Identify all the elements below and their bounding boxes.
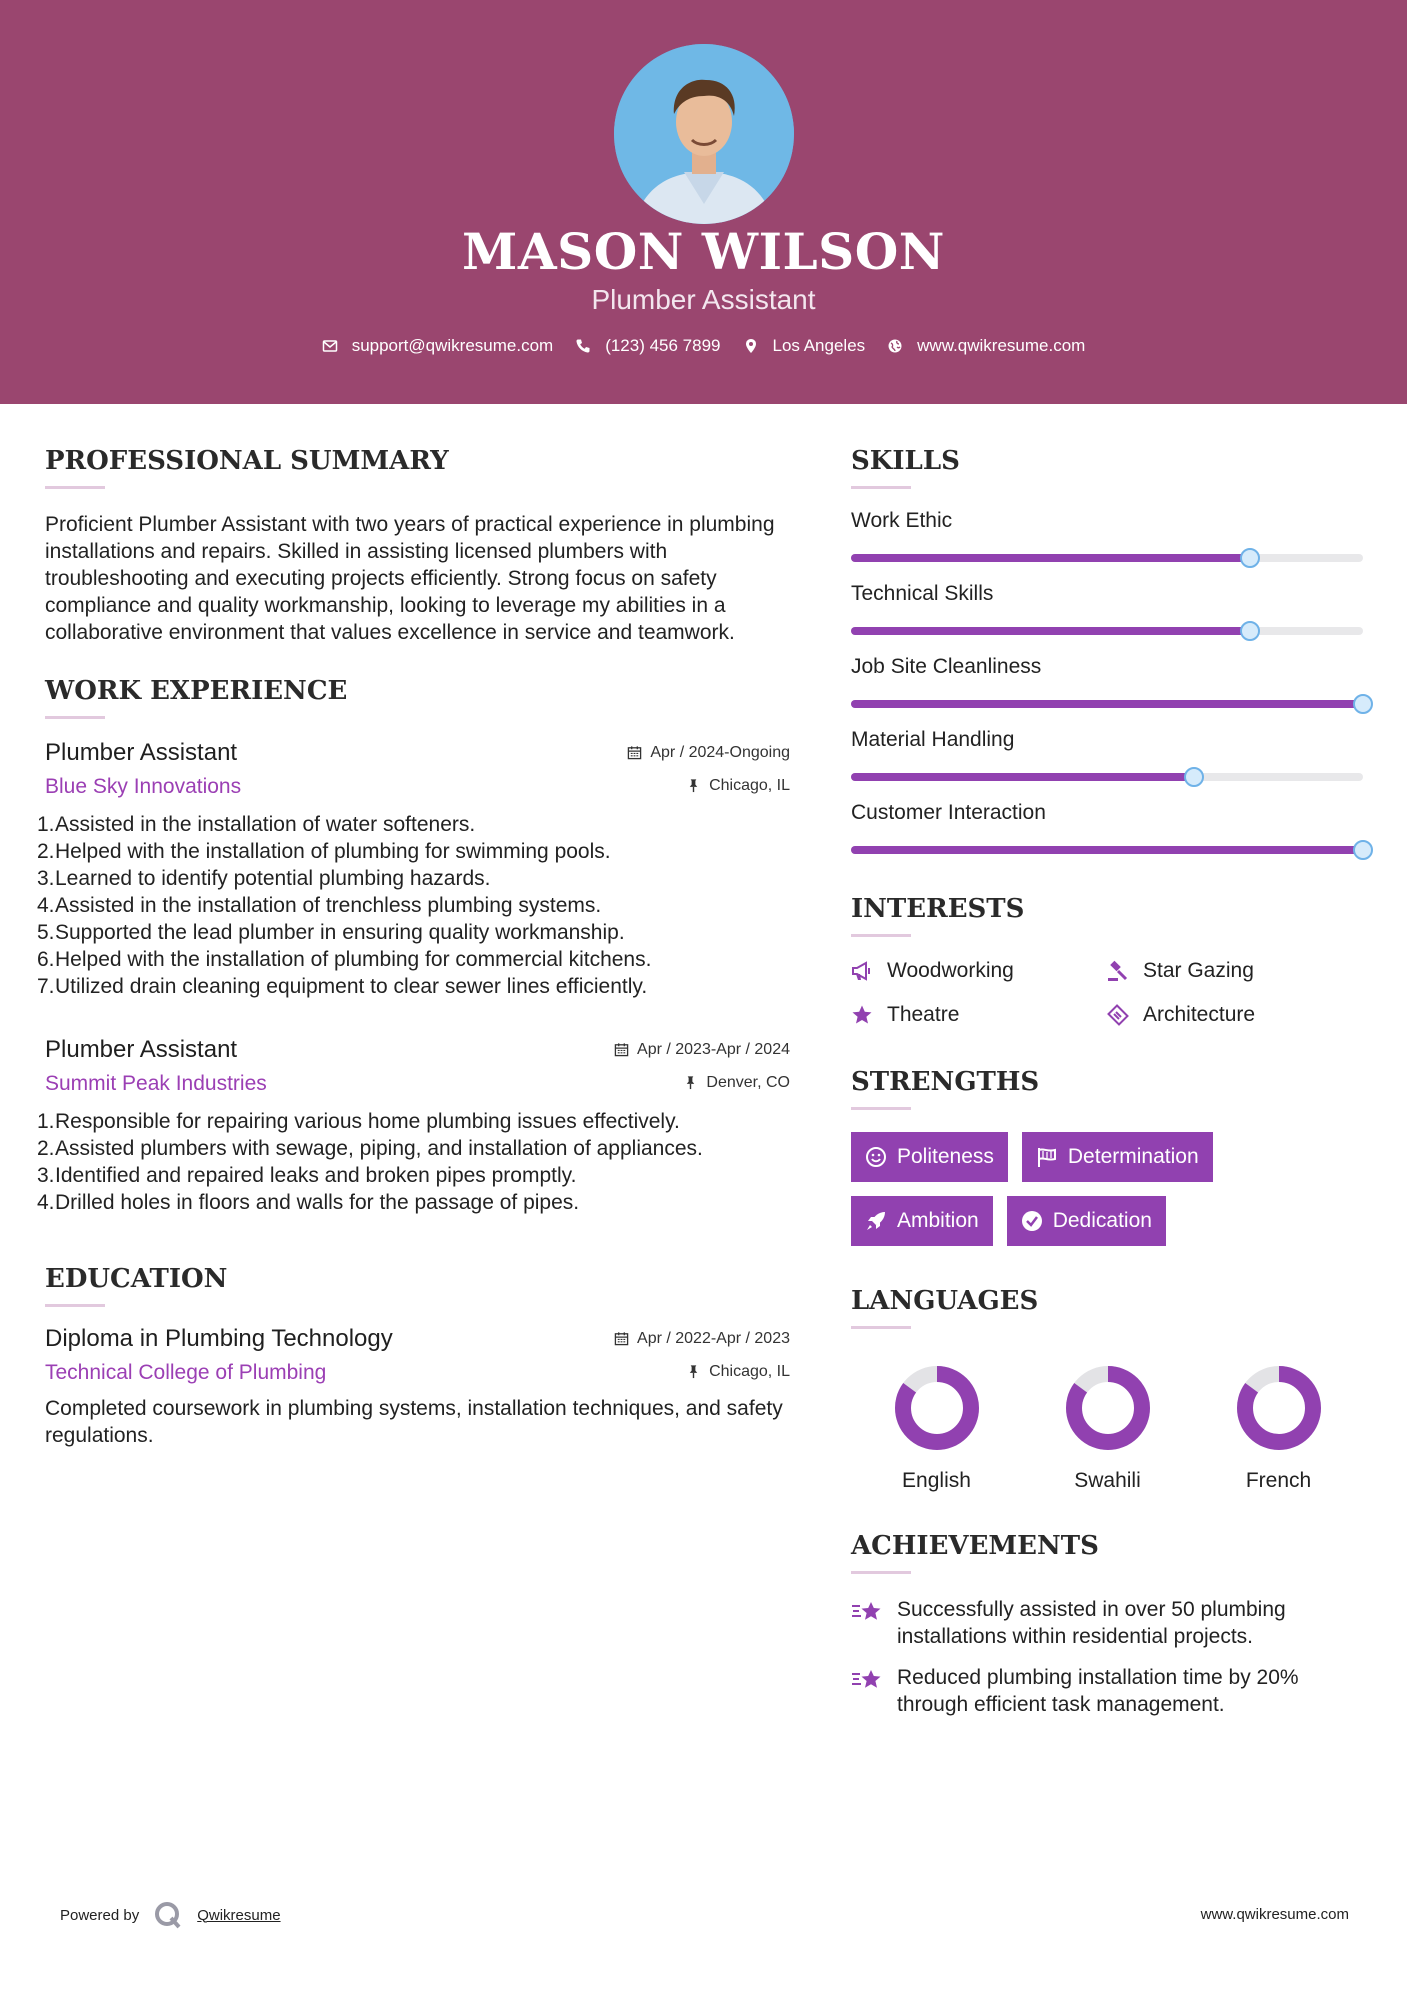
skill-bar: [851, 773, 1363, 781]
qwikresume-logo-icon: [153, 1900, 183, 1930]
strengths-list: [851, 1132, 1366, 1246]
skill-bar: [851, 846, 1363, 854]
contact-phone[interactable]: [575, 336, 720, 356]
skill-bar: [851, 700, 1363, 708]
strength-label: Politeness: [897, 1145, 994, 1168]
job-dates-text: Apr / 2023-Apr / 2024: [637, 1040, 790, 1058]
education-dates-text: Apr / 2022-Apr / 2023: [637, 1329, 790, 1347]
strength-badge: [851, 1196, 993, 1246]
candidate-name: MASON WILSON: [462, 222, 945, 281]
envelope-icon: [322, 338, 338, 354]
summary-heading: PROFESSIONAL SUMMARY: [45, 446, 449, 476]
job-dates: [627, 744, 790, 762]
language-label: Swahili: [1074, 1469, 1141, 1492]
skill-item: [851, 728, 1366, 781]
interests-list: [851, 959, 1366, 1027]
education-location-text: Chicago, IL: [709, 1362, 790, 1380]
contact-email[interactable]: [322, 336, 554, 356]
list-item: 1. Assisted in the installation of water softeners.: [37, 813, 476, 836]
interest-label: Star Gazing: [1143, 959, 1254, 982]
calendar-icon: [627, 745, 642, 760]
languages-section: [851, 1286, 1366, 1493]
skill-level-handle: [1353, 694, 1373, 714]
shooting-star-icon: [851, 1598, 885, 1626]
calendar-icon: [614, 1042, 629, 1057]
experience-section: [37, 676, 790, 1216]
languages-list: [851, 1365, 1366, 1493]
job-title: Plumber Assistant: [45, 1036, 238, 1063]
job-dates-text: Apr / 2024-Ongoing: [650, 743, 790, 761]
skills-list: [851, 509, 1366, 854]
achievement-text: Successfully assisted in over 50 plumbing installations within residential projects.: [897, 1598, 1286, 1648]
education-heading: EDUCATION: [45, 1264, 228, 1294]
job-duties: [37, 1108, 790, 1216]
language-donut: [1236, 1365, 1322, 1451]
job-location-text: Denver, CO: [706, 1073, 790, 1091]
language-label: English: [902, 1469, 971, 1492]
contact-location: [743, 336, 866, 356]
job-entry: [37, 1036, 790, 1216]
achievements-section: [851, 1531, 1366, 1718]
job-location: [683, 1074, 790, 1092]
skill-level-handle: [1240, 621, 1260, 641]
list-item: 6. Helped with the installation of plumbing for commercial kitchens.: [37, 948, 652, 971]
smile-icon: [865, 1146, 887, 1168]
skill-label: Work Ethic: [851, 509, 953, 532]
skill-label: Customer Interaction: [851, 801, 1046, 824]
education-section: [45, 1264, 790, 1449]
skill-level-handle: [1240, 548, 1260, 568]
ticket-icon: [1107, 1004, 1129, 1026]
list-item: 5. Supported the lead plumber in ensuring quality workmanship.: [37, 921, 625, 944]
skill-bar-fill: [851, 846, 1363, 854]
achievement-item: [851, 1664, 1366, 1718]
strengths-section: [851, 1067, 1366, 1246]
strength-badge: [1007, 1196, 1166, 1246]
flag-icon: [1036, 1146, 1058, 1168]
interest-label: Woodworking: [887, 959, 1014, 982]
education-location: [686, 1363, 790, 1381]
pushpin-icon: [683, 1075, 698, 1090]
job-dates: [614, 1041, 790, 1059]
summary-section: [45, 446, 790, 646]
resume-header: [0, 0, 1407, 404]
section-divider: [851, 1571, 911, 1574]
phone-text: (123) 456 7899: [605, 336, 721, 355]
achievements-heading: ACHIEVEMENTS: [851, 1531, 1099, 1561]
section-divider: [851, 1107, 911, 1110]
phone-icon: [575, 338, 591, 354]
interests-heading: INTERESTS: [851, 894, 1025, 924]
megaphone-icon: [851, 960, 873, 982]
languages-heading: LANGUAGES: [851, 1286, 1039, 1316]
avatar: [614, 44, 794, 224]
skill-item: [851, 582, 1366, 635]
contact-website[interactable]: [887, 336, 1085, 356]
powered-by-label: Powered by: [60, 1906, 140, 1924]
job-location-text: Chicago, IL: [709, 776, 790, 794]
interest-item: [851, 1003, 1107, 1027]
check-circle-icon: [1021, 1210, 1043, 1232]
qwikresume-link[interactable]: Qwikresume: [197, 1906, 281, 1924]
interest-label: Architecture: [1143, 1003, 1256, 1026]
globe-icon: [887, 338, 903, 354]
interest-label: Theatre: [887, 1003, 960, 1026]
strength-label: Ambition: [897, 1209, 979, 1232]
skill-level-handle: [1353, 840, 1373, 860]
skill-bar: [851, 627, 1363, 635]
calendar-icon: [614, 1331, 629, 1346]
school-name: Technical College of Plumbing: [45, 1361, 327, 1384]
rocket-icon: [865, 1210, 887, 1232]
job-duties: [37, 811, 790, 1000]
section-divider: [45, 716, 105, 719]
skill-bar-fill: [851, 627, 1250, 635]
section-divider: [45, 486, 105, 489]
list-item: 2. Assisted plumbers with sewage, piping, and installation of appliances.: [37, 1137, 703, 1160]
section-divider: [851, 486, 911, 489]
job-company: Blue Sky Innovations: [45, 775, 242, 798]
gavel-icon: [1107, 960, 1129, 982]
summary-text: Proficient Plumber Assistant with two years of practical experience in plumbing installations and repairs. Skilled in assisting licensed plumbers with troubleshooting and executing projects efficiently. Strong focus on safety compliance and quality workmanship, looking to leverage my abilities in a collaborative environment that values excellence in service and teamwork.: [45, 513, 775, 644]
candidate-title: Plumber Assistant: [591, 284, 816, 315]
interests-section: [851, 894, 1366, 1027]
job-company: Summit Peak Industries: [45, 1072, 267, 1095]
degree-title: Diploma in Plumbing Technology: [45, 1325, 393, 1352]
education-dates: [614, 1330, 790, 1348]
location-text: Los Angeles: [772, 336, 866, 355]
footer-website[interactable]: www.qwikresume.com: [1200, 1906, 1349, 1923]
education-description: Completed coursework in plumbing systems, installation techniques, and safety regulations.: [45, 1397, 783, 1447]
email-text: support@qwikresume.com: [351, 336, 554, 355]
job-entry: [37, 739, 790, 1000]
language-item: [851, 1365, 1022, 1493]
strengths-heading: STRENGTHS: [851, 1067, 1040, 1097]
strength-badge: [1022, 1132, 1213, 1182]
job-location: [686, 777, 790, 795]
pushpin-icon: [686, 778, 701, 793]
skill-label: Job Site Cleanliness: [851, 655, 1042, 678]
list-item: 2. Helped with the installation of plumbing for swimming pools.: [37, 840, 611, 863]
skills-section: [851, 446, 1366, 854]
skills-heading: SKILLS: [851, 446, 960, 476]
achievement-item: [851, 1596, 1366, 1650]
strength-label: Dedication: [1052, 1209, 1152, 1232]
pushpin-icon: [686, 1364, 701, 1379]
skill-label: Material Handling: [851, 728, 1015, 751]
left-column: [37, 446, 790, 1449]
achievement-text: Reduced plumbing installation time by 20% through efficient task management.: [897, 1666, 1299, 1716]
skill-item: [851, 655, 1366, 708]
avatar-photo: [614, 44, 794, 224]
skill-item: [851, 509, 1366, 562]
list-item: 7. Utilized drain cleaning equipment to clear sewer lines efficiently.: [37, 975, 648, 998]
job-title: Plumber Assistant: [45, 739, 238, 766]
star-icon: [851, 1004, 873, 1026]
skill-bar-fill: [851, 700, 1363, 708]
skill-label: Technical Skills: [851, 582, 994, 605]
right-column: [851, 446, 1366, 1718]
language-item: [1193, 1365, 1364, 1493]
footer-branding: [60, 1900, 281, 1930]
list-item: 3. Learned to identify potential plumbing hazards.: [37, 867, 491, 890]
strength-label: Determination: [1067, 1145, 1199, 1168]
section-divider: [45, 1304, 105, 1307]
strength-badge: [851, 1132, 1008, 1182]
section-divider: [851, 934, 911, 937]
skill-bar-fill: [851, 554, 1250, 562]
skill-bar-fill: [851, 773, 1194, 781]
list-item: 4. Drilled holes in floors and walls for the passage of pipes.: [37, 1191, 580, 1214]
website-text: www.qwikresume.com: [917, 336, 1086, 355]
list-item: 1. Responsible for repairing various home plumbing issues effectively.: [37, 1110, 680, 1133]
list-item: 4. Assisted in the installation of trenchless plumbing systems.: [37, 894, 602, 917]
map-pin-icon: [743, 338, 759, 354]
skill-level-handle: [1184, 767, 1204, 787]
list-item: 3. Identified and repaired leaks and broken pipes promptly.: [37, 1164, 577, 1187]
language-label: French: [1245, 1469, 1312, 1492]
interest-item: [1107, 1003, 1363, 1027]
skill-bar: [851, 554, 1363, 562]
experience-heading: WORK EXPERIENCE: [45, 676, 348, 706]
section-divider: [851, 1326, 911, 1329]
contact-bar: [0, 336, 1407, 356]
language-donut: [894, 1365, 980, 1451]
language-donut: [1065, 1365, 1151, 1451]
skill-item: [851, 801, 1366, 854]
shooting-star-icon: [851, 1666, 885, 1694]
language-item: [1022, 1365, 1193, 1493]
interest-item: [851, 959, 1107, 983]
education-entry: [45, 1325, 790, 1449]
interest-item: [1107, 959, 1363, 983]
